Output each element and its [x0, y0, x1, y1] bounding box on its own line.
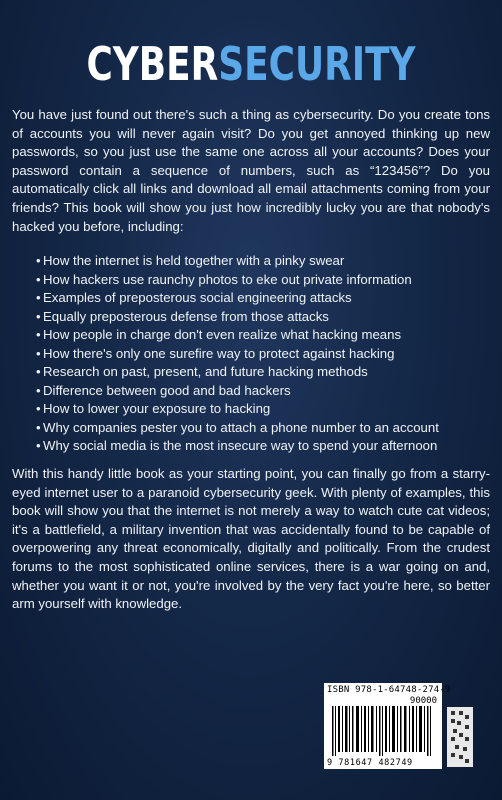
- barcode-number: 9 781647 482749: [327, 758, 413, 768]
- list-item: • Why companies pester you to attach a phone number to an account: [36, 419, 486, 438]
- title-part-cyber: CYBER: [86, 37, 219, 91]
- list-item: • Equally preposterous defense from those attacks: [36, 308, 486, 327]
- list-item: • Difference between good and bad hackers: [36, 382, 486, 401]
- closing-paragraph: With this handy little book as your starting point, you can finally go from a starry-eyed internet user to a paranoid cybersecurity geek. With plenty of examples, this book will show you that the internet is not merely a way to watch cute cat videos; it's a battlefield, a military invention that was accidentally found to be capable of overpowering any threat economically, digitally and politically. From the crudest forums to the most sophisticated online services, there is a war going on and, whether you want it or not, you're involved by the very fact you're here, so better arm yourself with knowledge.: [12, 466, 490, 612]
- list-item: • How to lower your exposure to hacking: [36, 400, 486, 419]
- topics-list: [36, 252, 486, 456]
- list-item: • How there's only one surefire way to protect against hacking: [36, 345, 486, 364]
- price-code: 90000: [409, 696, 437, 706]
- title-part-security: SECURITY: [218, 37, 416, 91]
- isbn-barcode: [324, 683, 451, 769]
- list-item: • How the internet is held together with a pinky swear: [36, 252, 486, 271]
- barcode-icon: [328, 706, 438, 756]
- list-item: • Research on past, present, and future hacking methods: [36, 363, 486, 382]
- list-item: • Why social media is the most insecure way to spend your afternoon: [36, 437, 486, 456]
- book-title: [55, 36, 447, 92]
- list-item: • How hackers use raunchy photos to eke out private information: [36, 271, 486, 290]
- intro-paragraph: You have just found out there's such a thing as cybersecurity. Do you create tons of accounts you will never again visit? Do you get annoyed thinking up new passwords, so you just use the same one across all your accounts? Does your password contain a sequence of numbers, such as “123456”? Do you automatically click all links and download all email attachments coming from your friends? This book will show you just how incredibly lucky you are that nobody's hacked you before, including:: [12, 107, 490, 234]
- isbn-text: ISBN 978-1-64748-274-9: [327, 685, 451, 695]
- printer-stamp-icon: [445, 707, 475, 767]
- list-item: • How people in charge don't even realize what hacking means: [36, 326, 486, 345]
- list-item: • Examples of preposterous social engineering attacks: [36, 289, 486, 308]
